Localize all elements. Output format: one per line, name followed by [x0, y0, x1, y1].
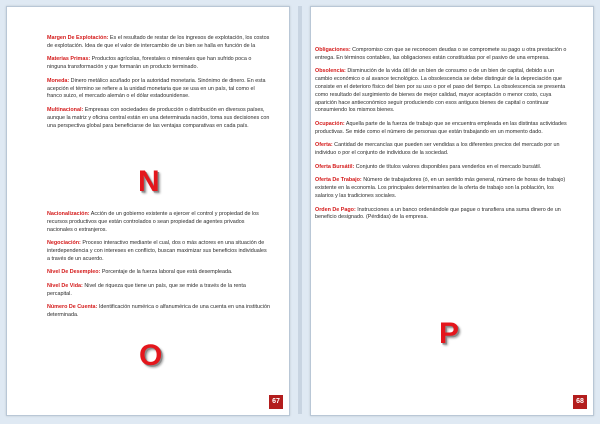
entry-term: Materias Primas:	[47, 56, 91, 63]
section-m-entries	[47, 35, 271, 136]
spine-shadow	[298, 6, 302, 414]
entry-definition: Identificación numérica o alfanumérica de una cuenta en una institución determinada.	[47, 304, 270, 319]
entry-obligaciones	[315, 47, 571, 63]
entry-definition: Aquella parte de la fuerza de trabajo que se encuentra empleada en las distintas actividades productivas. Se mide como el número de personas que están trabajando en un momento dado.	[315, 120, 567, 135]
entry-definition: Es el resultado de restar de los ingresos de explotación, los costos de explotación. Idea de que el valor de intercambio de un bien se halla en función de la	[47, 35, 270, 49]
entry-multinacional	[47, 107, 271, 130]
entry-definition: Nivel de riqueza que tiene un país, que se mide a través de la renta percapital.	[47, 282, 246, 297]
entry-definition: Empresas con sociedades de producción o distribución en diversos países, aunque la matriz y oficina central están en una determinada nación, toma sus decisiones con una perspectiva global para beneficiarse de las ventajas comparativas en cada país.	[47, 106, 270, 129]
entry-obsolencia	[315, 68, 571, 115]
section-n-entries	[47, 211, 271, 326]
entry-term: Número De Cuenta:	[47, 304, 98, 311]
entry-orden-de-pago	[315, 207, 571, 223]
entry-nivel-de-vida	[47, 283, 271, 299]
entry-term: Orden De Pago:	[315, 206, 356, 213]
entry-nacionalizacion	[47, 211, 271, 234]
entry-term: Negociación:	[47, 240, 81, 247]
entry-term: Oferta Bursátil:	[315, 163, 355, 170]
entry-negociacion	[47, 240, 271, 263]
entry-definition: Acción de un gobierno existente a ejercer el control y propiedad de los recursos productivos que están controlados o sean propiedad de agentes privados nacionales o extranjeros.	[47, 211, 259, 233]
entry-term: Nacionalización:	[47, 211, 90, 217]
entry-margen-de-explotacion	[47, 35, 271, 51]
entry-definition: Número de trabajadores (ó, en un sentido más general, número de horas de trabajo) existente en la economía. Los principales determinantes de la oferta de trabajo son la población, los salarios y las tradiciones sociales.	[315, 177, 566, 199]
section-letter-o: O	[139, 339, 163, 372]
entry-moneda	[47, 78, 271, 101]
entry-definition: Disminución de la vida útil de un bien de consumo o de un bien de capital, debido a un cambio económico o al avance tecnológico. La obsolescencia se debe distinguir de la depreciación que consiste en el deterioro físico del bien por su uso o por el paso del tiempo. La obsolescencia se presenta como resultado del surgimiento de bienes de mejor calidad, mayor aceptación o menor costo, cuya aparición hace antieconómico seguir produciendo con esos antiguos bienes de capital o continuar consumiendo los mismos bienes.	[315, 68, 566, 114]
entry-term: Nivel De Vida:	[47, 282, 83, 289]
entry-materias-primas	[47, 56, 271, 72]
section-letter-p: P	[439, 317, 460, 350]
entry-term: Oferta De Trabajo:	[315, 177, 362, 184]
page-number-badge: 67	[269, 395, 283, 409]
entry-term: Obsolencia:	[315, 68, 346, 75]
entry-term: Multinacional:	[47, 106, 84, 113]
entry-oferta-bursatil	[315, 164, 571, 172]
page-number-badge: 68	[573, 395, 587, 409]
entry-definition: Instrucciones a un banco ordenándole que pague o transfiera una suma dinero de un beneficio designado. (Pérdidas) de la empresa.	[315, 206, 561, 221]
entry-term: Ocupación:	[315, 120, 345, 127]
entry-term: Margen De Explotación:	[47, 35, 109, 41]
entry-term: Oferta:	[315, 142, 333, 149]
entry-term: Nivel De Desempleo:	[47, 269, 101, 276]
entry-definition: Dinero metálico acuñado por la autoridad monetaria. Sinónimo de dinero. En esta acepción el término se refiere a la unidad monetaria que se usa en un país, tal como el franco suizo, el mercado alemán o el dólar estadounidense.	[47, 77, 266, 100]
section-o-entries	[315, 47, 571, 228]
entry-numero-de-cuenta	[47, 304, 271, 320]
entry-definition: Proceso interactivo mediante el cual, dos o más actores en una situación de interdependencia y con intereses en conflicto, buscan maximizar sus beneficios individuales a través de un acuerdo.	[47, 240, 267, 262]
entry-definition: Conjunto de títulos valores disponibles para venderlos en el mercado bursátil.	[354, 163, 542, 170]
entry-oferta	[315, 142, 571, 158]
entry-nivel-de-desempleo	[47, 269, 271, 277]
right-page	[310, 6, 594, 416]
entry-ocupacion	[315, 121, 571, 137]
entry-term: Obligaciones:	[315, 47, 351, 53]
entry-term: Moneda:	[47, 77, 70, 84]
entry-definition: Porcentaje de la fuerza laboral que está desempleada.	[100, 269, 233, 276]
entry-oferta-de-trabajo	[315, 177, 571, 200]
section-letter-n: N	[138, 165, 160, 198]
entry-definition: Compromiso con que se reconocen deudas o se compromete su pago u otra prestación o entrega. En términos contables, las obligaciones están constituidas por el pasivo de una empresa.	[315, 47, 567, 61]
entry-definition: Productos agrícolas, forestales o minerales que han sufrido poca o ninguna transformación y que formarán un producto terminado.	[47, 56, 252, 71]
left-page	[6, 6, 290, 416]
entry-definition: Cantidad de mercancías que pueden ser vendidas a los diferentes precios del mercado por un individuo o por el conjunto de individuos de la sociedad.	[315, 142, 560, 157]
